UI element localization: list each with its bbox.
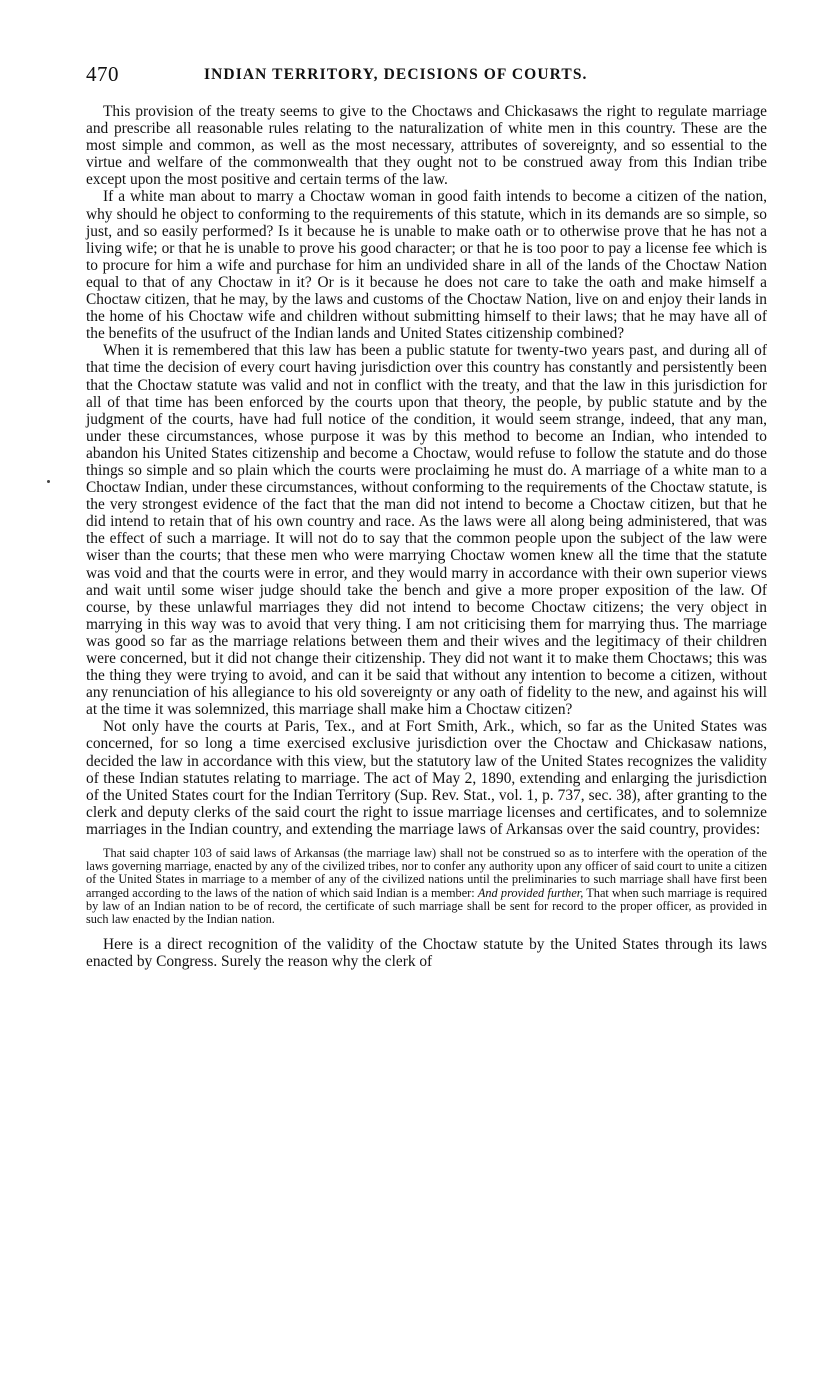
paragraph: Not only have the courts at Paris, Tex., and at Fort Smith, Ark., which, so far as the United States was concerned, for so long a time exercised exclusive jurisdiction over the Choctaw and Chickasaw nations, decided the law in accordance with this view, but the statutory law of the United States recognizes the validity of these Indian statutes relating to marriage. The act of May 2, 1890, extending and enlarging the jurisdiction of the United States court for the Indian Territory (Sup. Rev. Stat., vol. 1, p. 737, sec. 38), after granting to the clerk and deputy clerks of the said court the right to issue marriage licenses and certificates, and to solemnize marriages in the Indian country, and extending the marriage laws of Arkansas over the said country, provides: [86,718,767,838]
page-number: 470 [86,62,119,86]
paragraph: This provision of the treaty seems to give to the Choctaws and Chickasaws the right to regulate marriage and prescribe all reasonable rules relating to the naturalization of white men in this country. These are the most simple and common, as well as the most necessary, attributes of sovereignty, and so essential to the virtue and welfare of the commonwealth that they ought not to be construed away from this Indian tribe except upon the most positive and certain terms of the law. [86,103,767,189]
body-text [86,103,767,970]
paragraph: When it is remembered that this law has been a public statute for twenty-two years past, and during all of that time the decision of every court having jurisdiction over this country has constantly and persistently been that the Choctaw statute was valid and not in conflict with the treaty, and that the law in this jurisdiction for all of that time has been enforced by the courts upon that theory, the people, by public statute and by the judgment of the courts, have had full notice of the condition, it would seem strange, indeed, that any man, under these circumstances, whose purpose it was by this method to become an Indian, who intended to abandon his United States citizenship and become a Choctaw, would refuse to follow the statute and do those things so simple and so plain which the courts were proclaiming he must do. A marriage of a white man to a Choctaw Indian, under these circumstances, without conforming to the requirements of the Choctaw statute, is the very strongest evidence of the fact that the man did not intend to become a Choctaw citizen, but that he did intend to retain that of his own country and race. As the laws were all along being administered, that was the effect of such a marriage. It will not do to say that the common people upon the subject of the law were wiser than the courts; that these men who were marrying Choctaw women knew all the time that the statute was void and that the courts were in error, and they would marry in accordance with their own superior views and wait until some wiser judge should take the bench and give a more proper exposition of the law. Of course, by these unlawful marriages they did not intend to become Choctaw citizens; the very object in marrying in this way was to avoid that very thing. I am not criticising them for marrying thus. The marriage was good so far as the marriage relations between them and their wives and the legitimacy of their children were concerned, but it did not change their citizenship. They did not want it to make them Choctaws; this was the thing they were trying to avoid, and can it be said that without any intention to become a citizen, without any renunciation of his allegiance to his old sovereignty or any oath of fidelity to the new, and against his will at the time it was solemnized, this marriage shall make him a Choctaw citizen? [86,342,767,719]
document-page [86,62,767,970]
quote-text [86,847,767,926]
margin-dot [47,480,50,483]
quote-text-start: That said chapter 103 of said laws of Arkansas (the marriage law) shall not be construed so as to interfere with the operation of the laws governing marriage, enacted by any of the civilized tribes, nor to confer any authority upon any officer of said court to unite a citizen of the United States in marriage to a member of any of the civilized nations until the preliminaries to such marriage shall have first been arranged according to the laws of the nation of which said Indian is a member: [86,846,767,900]
paragraph: If a white man about to marry a Choctaw woman in good faith intends to become a citizen of the nation, why should he object to conforming to the requirements of this statute, which in its demands are so simple, so just, and so easily performed? Is it because he is unable to make oath or to otherwise prove that he has not a living wife; or that he is unable to prove his good character; or that he is too poor to pay a license fee which is to procure for him a wife and purchase for him an undivided share in all of the lands of the Choctaw Nation equal to that of any Choctaw in it? Or is it because he does not care to take the oath and make himself a Choctaw citizen, that he may, by the laws and customs of the Choctaw Nation, live on and enjoy their lands in the home of his Choctaw wife and children without submitting himself to their laws; that he may have all of the benefits of the usufruct of the Indian lands and United States citizenship combined? [86,188,767,343]
header-title: INDIAN TERRITORY, DECISIONS OF COURTS. [204,66,588,83]
quote-text-end: That when such marriage is required by law of an Indian nation to be of record, the certificate of such marriage shall be sent for record to the proper officer, as provided in such law enacted by the Indian nation. [86,885,767,927]
running-head [86,62,767,90]
block-quote [86,847,767,926]
quote-italic: And provided further, [477,885,584,900]
closing-paragraph: Here is a direct recognition of the validity of the Choctaw statute by the United States through its laws enacted by Congress. Surely the reason why the clerk of [86,936,767,971]
